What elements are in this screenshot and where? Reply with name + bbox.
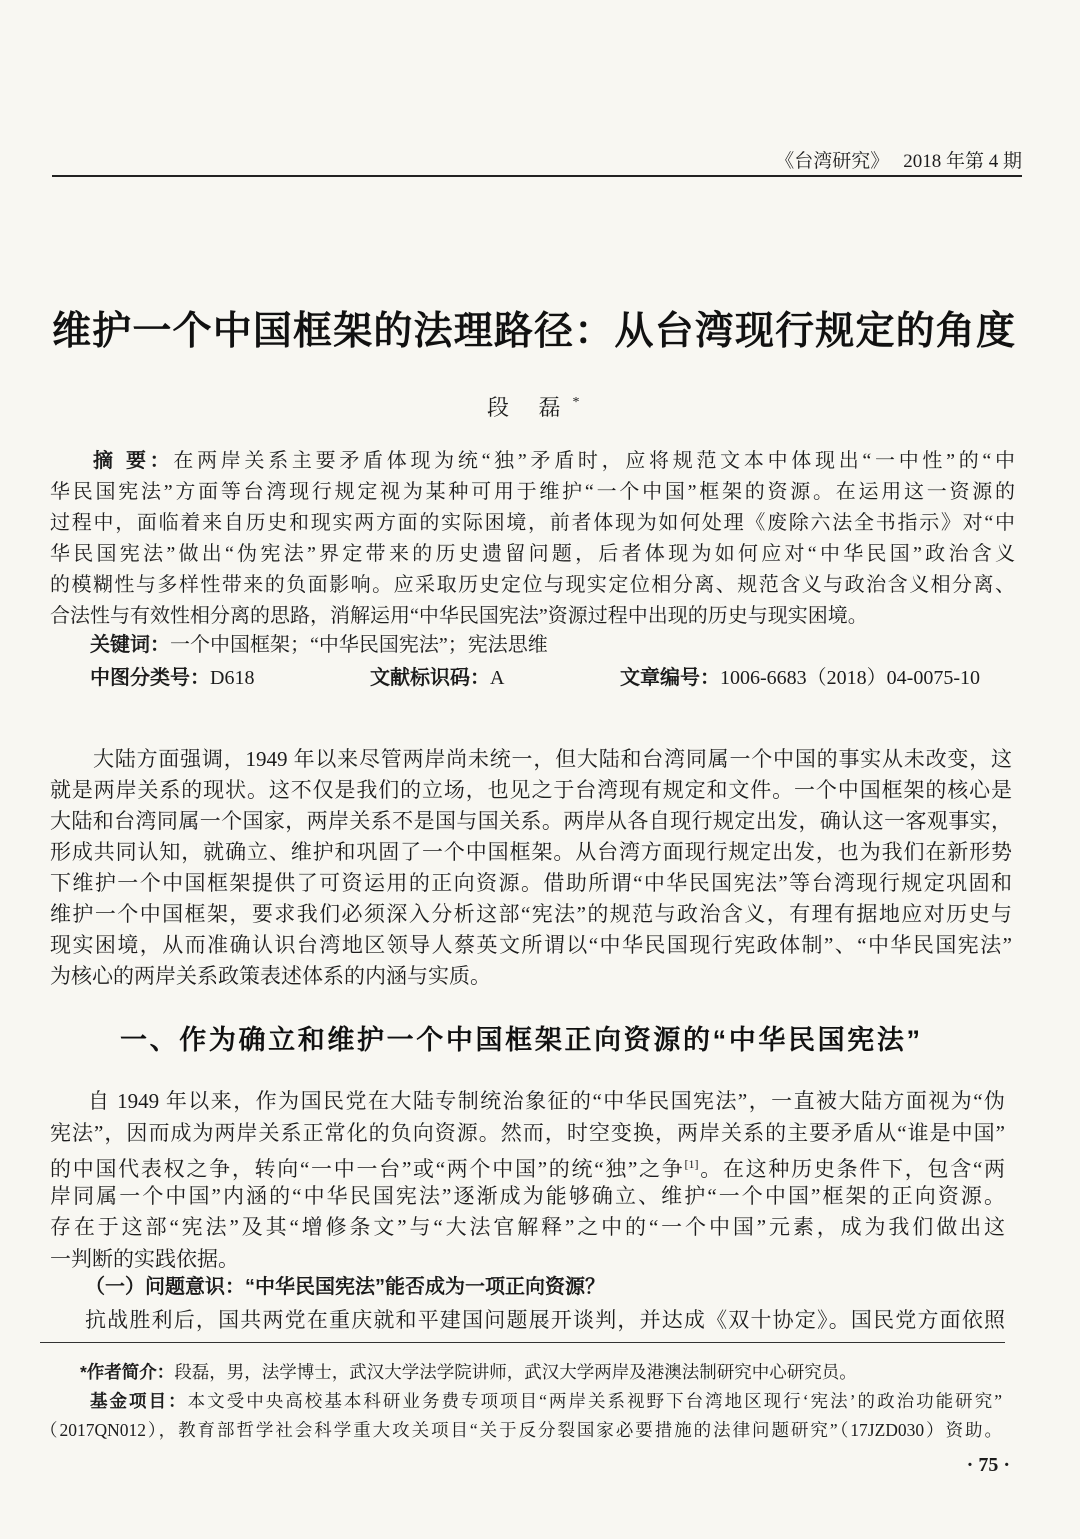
paragraph-line: 为核心的两岸关系政策表述体系的内涵与实质。 (50, 964, 491, 988)
paragraph-line: 岸同属一个中国”内涵的“中华民国宪法”逐渐成为能够确立、维护“一个中国”框架的正向资源。 (50, 1183, 1005, 1208)
clc-label: 中图分类号： (90, 667, 210, 689)
document-code-value: A (490, 667, 505, 689)
footnote-funding-continued: （2017QN012），教育部哲学社会科学重大攻关项目“关于反分裂国家必要措施的法律问题研究”（17JZD030）资助。 (40, 1420, 1002, 1440)
article-number (620, 663, 980, 694)
section-heading: 一、作为确立和维护一个中国框架正向资源的“中华民国宪法” (120, 1025, 920, 1055)
paragraph-line: 一判断的实践依据。 (50, 1246, 239, 1271)
paragraph-line: 自 1949 年以来，作为国民党在大陆专制统治象征的“中华民国宪法”，一直被大陆方面视为“伪 (88, 1089, 1005, 1113)
author-footnote-marker: * (572, 395, 580, 410)
footnote-author (80, 1358, 857, 1387)
paragraph-line: 维护一个中国框架，要求我们必须深入分析这部“宪法”的规范与政治含义，有理有据地应对历史与 (50, 902, 1012, 926)
citation-ref: [1] (684, 1157, 699, 1172)
author-name: 段 磊 (487, 395, 573, 420)
journal-name: 《台湾研究》 (775, 151, 890, 172)
paragraph-line: 下维护一个中国框架提供了可资运用的正向资源。借助所谓“中华民国宪法”等台湾现行规定巩固和 (50, 871, 1012, 895)
abstract (50, 446, 1015, 632)
abstract-label: 摘 要： (93, 450, 174, 472)
footnote-funding (90, 1387, 1002, 1416)
line-text: 的中国代表权之争，转向“一中一台”或“两个中国”的统“独”之争 (50, 1157, 685, 1182)
subsection-heading: （一）问题意识：“中华民国宪法”能否成为一项正向资源？ (85, 1276, 605, 1298)
clc-number (90, 663, 254, 694)
footnote-funding-label: 基金项目： (90, 1391, 188, 1411)
keywords-label: 关键词： (90, 634, 170, 656)
journal-issue: 2018 年第 4 期 (903, 151, 1022, 172)
author-byline (487, 388, 580, 423)
article-number-value: 1006-6683（2018）04-0075-10 (720, 667, 980, 689)
article-title: 维护一个中国框架的法理路径：从台湾现行规定的角度 (52, 310, 1015, 353)
abstract-line (50, 446, 1015, 477)
line-text: 。在这种历史条件下，包含“两 (698, 1157, 1005, 1182)
clc-value: D618 (210, 667, 255, 689)
paragraph-line: 就是两岸关系的现状。这不仅是我们的立场，也见之于台湾现有规定和文件。一个中国框架的核心是 (50, 778, 1012, 802)
paragraph-line (50, 1149, 1005, 1181)
paragraph-line: 大陆和台湾同属一个国家，两岸关系不是国与国关系。两岸从各自现行规定出发，确认这一客观事实， (50, 809, 1012, 833)
abstract-line: 合法性与有效性相分离的思路，消解运用“中华民国宪法”资源过程中出现的历史与现实困境。 (50, 605, 868, 627)
footnote-funding-text: 本文受中央高校基本科研业务费专项项目“两岸关系视野下台湾地区现行‘宪法’的政治功能研究” (187, 1391, 1003, 1411)
abstract-line: 华民国宪法”方面等台湾现行规定视为某种可用于维护“一个中国”框架的资源。在运用这一资源的 (50, 481, 1015, 503)
intro-paragraph (50, 744, 1012, 992)
running-header (775, 149, 1022, 175)
paragraph-line: 存在于这部“宪法”及其“增修条文”与“大法官解释”之中的“一个中国”元素，成为我们做出这 (50, 1215, 1005, 1240)
paragraph-line: 宪法”，因而成为两岸关系正常化的负向资源。然而，时空变换，两岸关系的主要矛盾从“谁是中国” (50, 1120, 1005, 1145)
keywords-text: 一个中国框架；“中华民国宪法”；宪法思维 (170, 634, 548, 656)
abstract-line: 过程中，面临着来自历史和现实两方面的实际困境，前者体现为如何处理《废除六法全书指示》对“中 (50, 512, 1015, 534)
section-paragraph (50, 1086, 1005, 1276)
document-code (370, 663, 504, 694)
paragraph-line: 形成共同认知，就确立、维护和巩固了一个中国框架。从台湾方面现行规定出发，也为我们在新形势 (50, 840, 1012, 864)
paragraph-line: 大陆方面强调，1949 年以来尽管两岸尚未统一，但大陆和台湾同属一个中国的事实从未改变，这 (93, 747, 1012, 771)
document-code-label: 文献标识码： (370, 667, 490, 689)
page-number: · 75 · (966, 1454, 1010, 1476)
paragraph-line: 现实困境，从而准确认识台湾地区领导人蔡英文所谓以“中华民国现行宪政体制”、“中华民国宪法” (50, 933, 1012, 957)
abstract-line: 华民国宪法”做出“伪宪法”界定带来的历史遗留问题，后者体现为如何应对“中华民国”政治含义 (50, 543, 1015, 565)
abstract-text: 在两岸关系主要矛盾体现为统“独”矛盾时，应将规范文本中体现出“一中性”的“中 (173, 450, 1015, 472)
subsection-paragraph (85, 1305, 1005, 1336)
article-number-label: 文章编号： (620, 667, 720, 689)
header-rule (52, 175, 1022, 177)
footnote-rule (40, 1342, 1005, 1343)
abstract-line: 的模糊性与多样性带来的负面影响。应采取历史定位与现实定位相分离、规范含义与政治含义相分离、 (50, 574, 1015, 596)
footnote-author-label: *作者简介： (80, 1362, 175, 1382)
keywords (90, 630, 548, 661)
footnote-author-text: 段磊，男，法学博士，武汉大学法学院讲师，武汉大学两岸及港澳法制研究中心研究员。 (174, 1362, 857, 1382)
paragraph-line: 抗战胜利后，国共两党在重庆就和平建国问题展开谈判，并达成《双十协定》。国民党方面依照 (85, 1308, 1005, 1332)
